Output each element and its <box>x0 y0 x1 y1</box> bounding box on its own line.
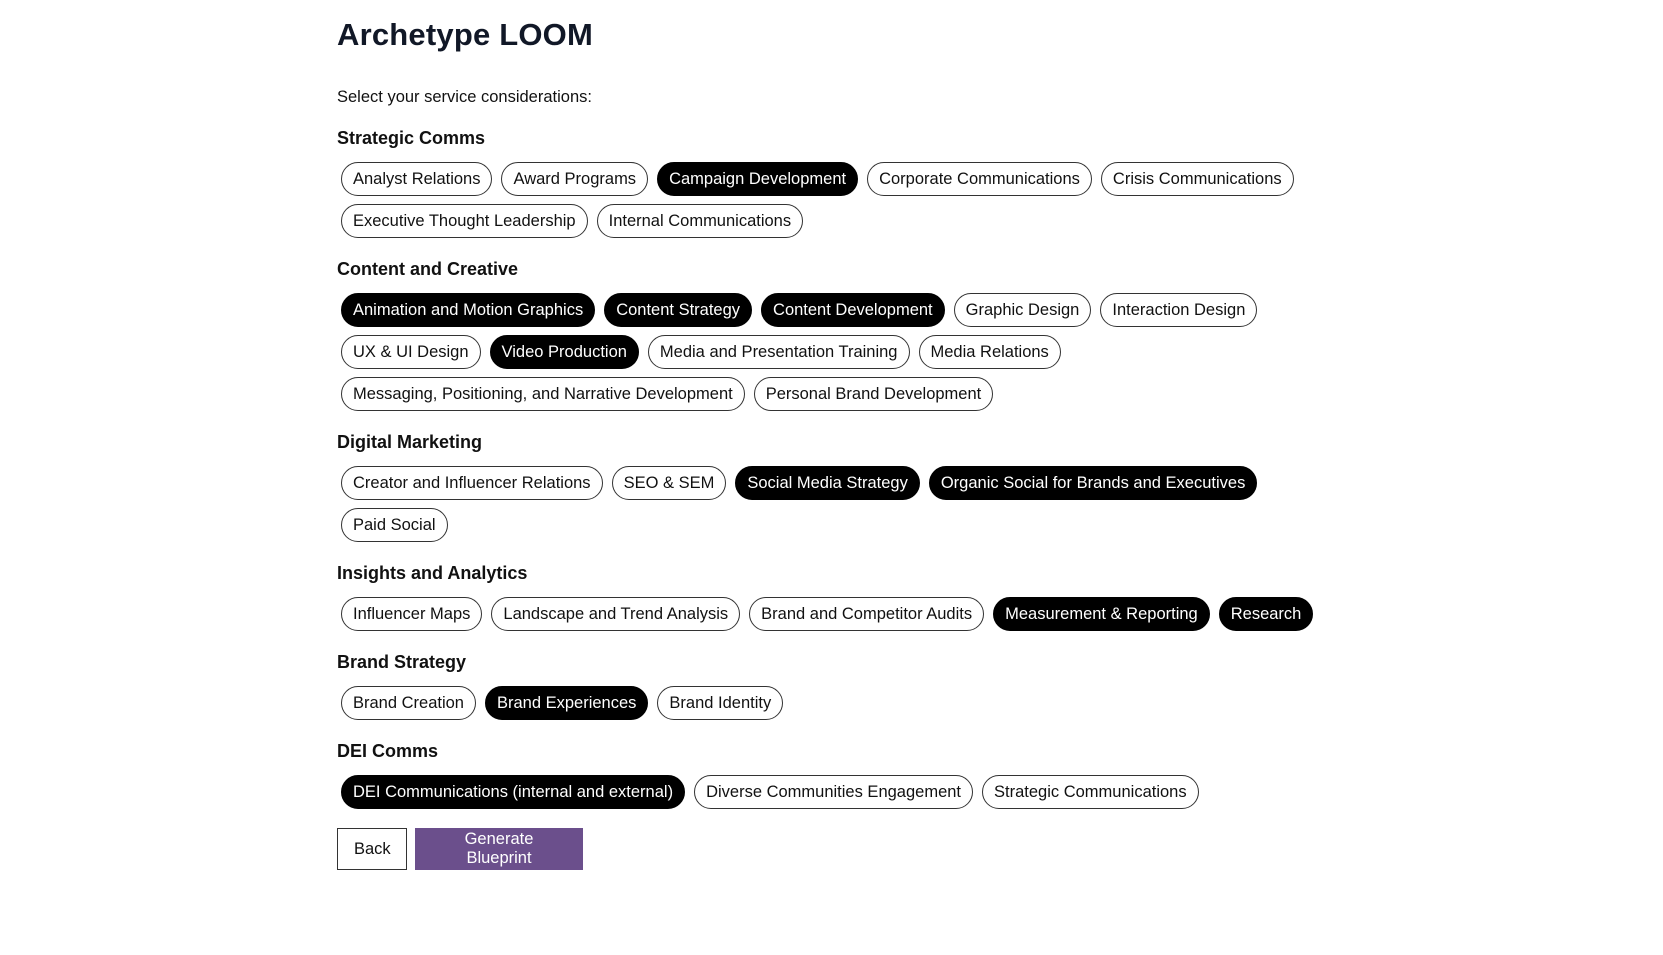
service-chip[interactable]: Content Development <box>761 293 945 327</box>
service-chip[interactable]: Award Programs <box>501 162 648 196</box>
section-strategic-comms <box>337 127 1337 238</box>
page-title: Archetype LOOM <box>337 17 594 52</box>
service-chip[interactable]: Landscape and Trend Analysis <box>491 597 740 631</box>
service-chip[interactable]: Research <box>1219 597 1314 631</box>
chip-group <box>337 775 1341 809</box>
section-title: Insights and Analytics <box>337 563 528 583</box>
section-title: Digital Marketing <box>337 432 483 452</box>
action-bar <box>337 828 1337 870</box>
section-brand-strategy <box>337 651 1337 720</box>
service-chip[interactable]: Creator and Influencer Relations <box>341 466 603 500</box>
service-chip[interactable]: Animation and Motion Graphics <box>341 293 595 327</box>
chip-group <box>337 466 1341 542</box>
service-chip[interactable]: Influencer Maps <box>341 597 482 631</box>
service-chip[interactable]: Brand and Competitor Audits <box>749 597 984 631</box>
service-chip[interactable]: UX & UI Design <box>341 335 481 369</box>
section-title: Content and Creative <box>337 259 519 279</box>
service-chip[interactable]: Video Production <box>490 335 639 369</box>
service-chip[interactable]: DEI Communications (internal and external) <box>341 775 685 809</box>
service-chip[interactable]: Measurement & Reporting <box>993 597 1210 631</box>
section-title: Strategic Comms <box>337 128 486 148</box>
page-subtitle: Select your service considerations: <box>337 88 592 106</box>
section-title: Brand Strategy <box>337 652 467 672</box>
service-chip[interactable]: Personal Brand Development <box>754 377 994 411</box>
section-insights-and-analytics <box>337 562 1337 631</box>
generate-blueprint-button[interactable]: Generate Blueprint <box>415 828 583 870</box>
service-chip[interactable]: Strategic Communications <box>982 775 1199 809</box>
sections-container <box>337 127 1337 809</box>
service-chip[interactable]: Media Relations <box>919 335 1061 369</box>
chip-group <box>337 162 1341 238</box>
service-chip[interactable]: Analyst Relations <box>341 162 492 196</box>
service-chip[interactable]: Diverse Communities Engagement <box>694 775 973 809</box>
service-chip[interactable]: Content Strategy <box>604 293 752 327</box>
service-chip[interactable]: Executive Thought Leadership <box>341 204 588 238</box>
service-chip[interactable]: Paid Social <box>341 508 448 542</box>
section-dei-comms <box>337 740 1337 809</box>
service-chip[interactable]: Crisis Communications <box>1101 162 1294 196</box>
section-content-and-creative <box>337 258 1337 411</box>
service-chip[interactable]: Messaging, Positioning, and Narrative Development <box>341 377 745 411</box>
service-chip[interactable]: Brand Experiences <box>485 686 648 720</box>
service-chip[interactable]: Interaction Design <box>1100 293 1257 327</box>
service-chip[interactable]: Media and Presentation Training <box>648 335 910 369</box>
service-chip[interactable]: Internal Communications <box>597 204 804 238</box>
service-chip[interactable]: Brand Identity <box>657 686 783 720</box>
service-chip[interactable]: Campaign Development <box>657 162 858 196</box>
back-button[interactable]: Back <box>337 828 407 870</box>
chip-group <box>337 293 1341 411</box>
service-selection-page <box>337 0 1337 870</box>
section-digital-marketing <box>337 431 1337 542</box>
chip-group <box>337 597 1341 631</box>
service-chip[interactable]: SEO & SEM <box>612 466 727 500</box>
service-chip[interactable]: Social Media Strategy <box>735 466 920 500</box>
chip-group <box>337 686 1341 720</box>
service-chip[interactable]: Brand Creation <box>341 686 476 720</box>
section-title: DEI Comms <box>337 741 439 761</box>
service-chip[interactable]: Corporate Communications <box>867 162 1092 196</box>
service-chip[interactable]: Organic Social for Brands and Executives <box>929 466 1258 500</box>
service-chip[interactable]: Graphic Design <box>954 293 1092 327</box>
